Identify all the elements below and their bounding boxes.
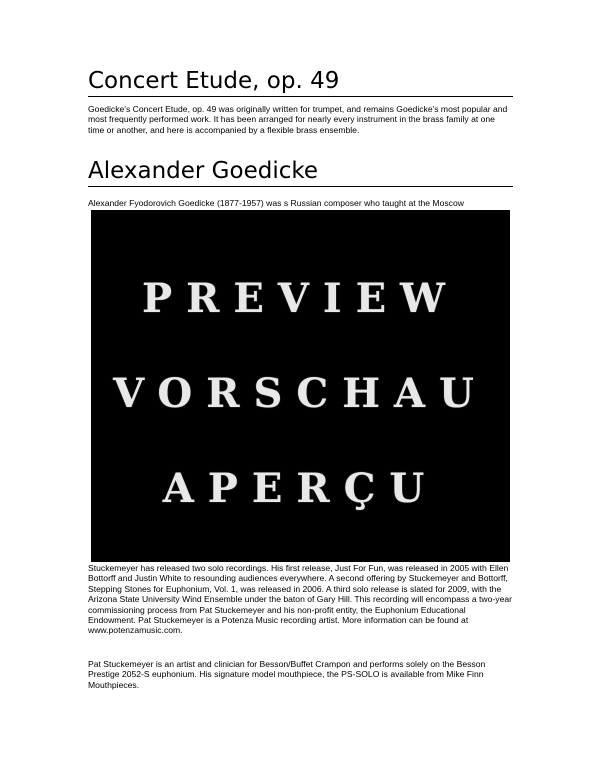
bio-recordings-paragraph: Stuckemeyer has released two solo recordings. His first release, Just For Fun, was released in 2005 with Ellen Bottorff and Justin White to resounding audiences everywhere. A second offering by Stuckemeyer and Bottorff, Stepping Stones for Euphonium, Vol. 1, was released in 2006. A third solo release is slated for 2009, with the Arizona State University Wind Ensemble under the baton of Gary Hill. This recording will encompass a two-year commissioning process from Pat Stuckemeyer and his non-profit entity, the Euphonium Educational Endowment. Pat Stuckemeyer is a Potenza Music recording artist. More information can be found at www.potenzamusic.com. <box>88 563 512 636</box>
preview-watermark-overlay <box>91 210 510 562</box>
composer-description: Alexander Fyodorovich Goedicke (1877-1957) was s Russian composer who taught at the Moscow <box>88 198 464 208</box>
section-title-concert-etude: Concert Etude, op. 49 <box>88 67 513 97</box>
bio-endorsement-paragraph: Pat Stuckemeyer is an artist and clinician for Besson/Buffet Crampon and performs solely on the Besson Prestige 2052-S euphonium. His signature model mouthpiece, the PS-SOLO is available from Mike Finn Mouthpieces. <box>88 659 486 690</box>
watermark-vorschau: VORSCHAU <box>113 370 488 417</box>
watermark-apercu: APERÇU <box>162 465 439 512</box>
watermark-preview: PREVIEW <box>142 275 459 322</box>
concert-etude-description: Goedicke's Concert Etude, op. 49 was originally written for trumpet, and remains Goedicke's most popular and most frequently performed work. It has been arranged for nearly every instrument in the brass family at one time or another, and here is accompanied by a flexible brass ensemble. <box>88 104 508 135</box>
section-title-composer: Alexander Goedicke <box>88 157 513 187</box>
